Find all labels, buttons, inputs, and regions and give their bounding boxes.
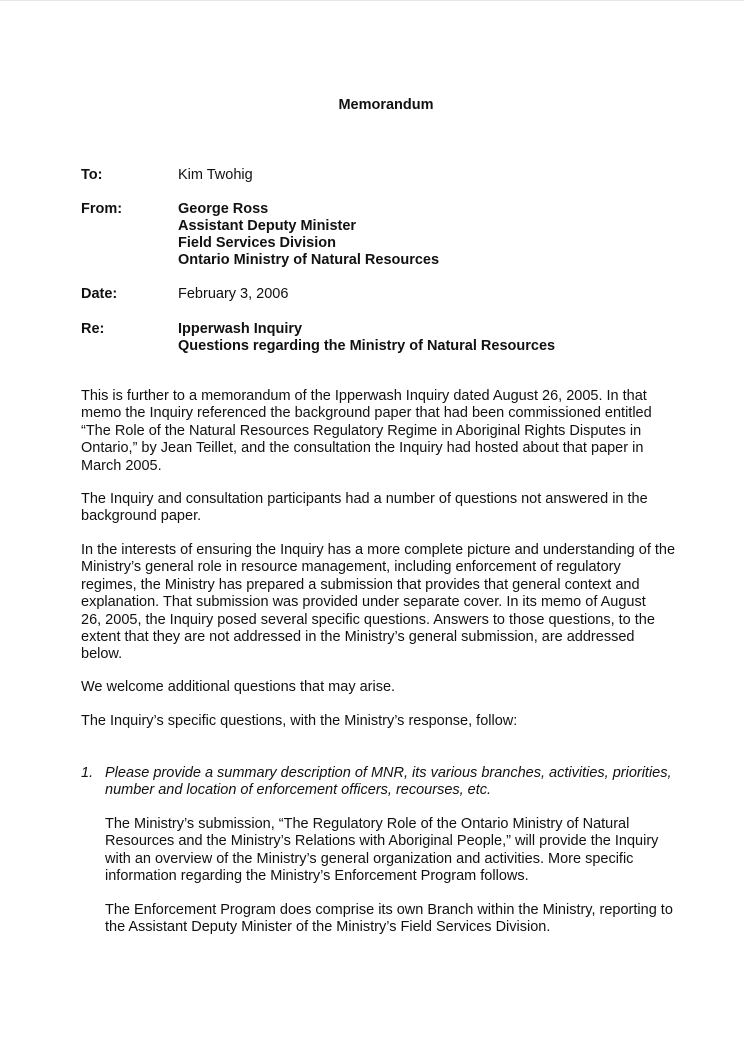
answer-line: Resources and the Ministry’s Relations with Aboriginal People,” will provide the Inquiry [105,833,659,850]
paragraph-line: 26, 2005, the Inquiry posed several specific questions. Answers to those questions, to the [81,611,655,628]
from-value [178,201,439,269]
re-line-1: Ipperwash Inquiry [178,321,303,337]
answer-line: information regarding the Ministry’s Enforcement Program follows. [105,868,529,885]
memo-title: Memorandum [338,97,434,113]
answer-line: The Enforcement Program does comprise its own Branch within the Ministry, reporting to [105,902,673,918]
answer-line: The Ministry’s submission, “The Regulatory Role of the Ontario Ministry of Natural [105,816,630,832]
from-ministry: Ontario Ministry of Natural Resources [178,252,440,268]
body-paragraph-4 [81,679,701,696]
paragraph-line: This is further to a memorandum of the Ipperwash Inquiry dated August 26, 2005. In that [81,388,647,404]
to-value: Kim Twohig [178,167,253,183]
re-label: Re: [81,321,105,337]
paragraph-line: explanation. That submission was provided under separate cover. In its memo of August [81,594,646,611]
answer-paragraph-2 [105,902,673,937]
question-line: Please provide a summary description of MNR, its various branches, activities, priorities, [105,765,672,781]
answer-paragraph-1 [105,816,658,886]
paragraph-line: background paper. [81,508,202,525]
paragraph-line: In the interests of ensuring the Inquiry has a more complete picture and understanding of the [81,542,676,558]
paragraph-line: Ministry’s general role in resource management, including enforcement of regulatory [81,559,621,576]
from-label: From: [81,201,123,217]
paragraph-line: below. [81,646,123,663]
body-paragraph-5 [81,713,701,730]
re-value [178,321,555,355]
from-division: Field Services Division [178,235,336,251]
from-title: Assistant Deputy Minister [178,218,357,234]
body-paragraph-1 [81,388,701,475]
date-label: Date: [81,286,118,302]
paragraph-line: regimes, the Ministry has prepared a submission that provides that general context and [81,576,640,593]
body-paragraph-3 [81,542,701,664]
paragraph-line: The Inquiry’s specific questions, with the Ministry’s response, follow: [81,713,518,729]
paragraph-line: Ontario,” by Jean Teillet, and the consultation the Inquiry had hosted about that paper in [81,440,644,457]
to-label: To: [81,167,103,183]
paragraph-line: The Inquiry and consultation participants had a number of questions not answered in the [81,491,648,507]
body-paragraph-2 [81,491,701,526]
paragraph-line: “The Role of the Natural Resources Regulatory Regime in Aboriginal Rights Disputes in [81,422,642,439]
answer-line: with an overview of the Ministry’s general organization and activities. More specific [105,850,634,867]
answer-line: the Assistant Deputy Minister of the Ministry’s Field Services Division. [105,919,551,936]
question-line: number and location of enforcement officers, recourses, etc. [105,782,492,799]
paragraph-line: March 2005. [81,457,162,474]
paragraph-line: We welcome additional questions that may arise. [81,679,396,695]
question-number: 1. [81,765,94,781]
re-line-2: Questions regarding the Ministry of Natural Resources [178,338,556,354]
question-text [105,765,672,800]
paragraph-line: memo the Inquiry referenced the background paper that had been commissioned entitled [81,405,652,422]
from-name: George Ross [178,201,269,217]
paragraph-line: extent that they are not addressed in the Ministry’s general submission, are addressed [81,629,635,646]
date-value: February 3, 2006 [178,286,289,302]
